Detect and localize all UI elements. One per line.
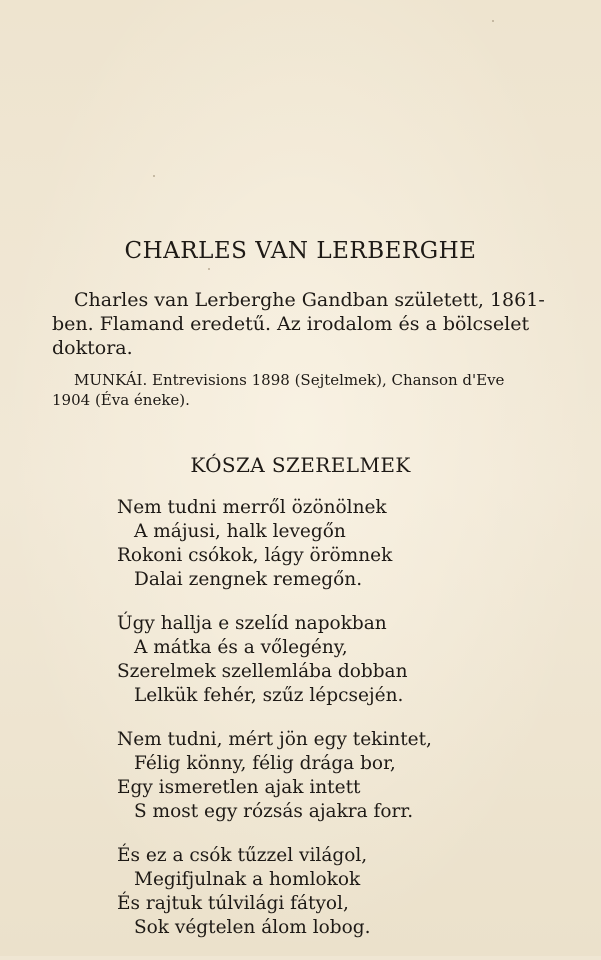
poem-verse: Megifjulnak a homlokok xyxy=(134,869,361,890)
poem-verse: Egy ismeretlen ajak intett xyxy=(117,777,361,798)
biography-line: doktora. xyxy=(52,337,133,359)
poem-stanza xyxy=(117,728,497,824)
poem-verse: Lelkük fehér, szűz lépcsején. xyxy=(134,685,404,706)
biography-paragraph xyxy=(52,288,570,360)
paper-speck xyxy=(208,268,210,270)
biography-line: ben. Flamand eredetű. Az irodalom és a bölcselet xyxy=(52,313,530,335)
poem-verse: És rajtuk túlvilági fátyol, xyxy=(117,893,349,914)
poem-verse: Szerelmek szellemlába dobban xyxy=(117,661,408,682)
poem-verse: A májusi, halk levegőn xyxy=(134,521,346,542)
paper-speck xyxy=(153,175,155,177)
biography-line: Charles van Lerberghe Gandban született, 1861- xyxy=(74,289,545,311)
poem-verse: Dalai zengnek remegőn. xyxy=(134,569,363,590)
poem-title: KÓSZA SZERELMEK xyxy=(190,453,411,477)
poem-stanza xyxy=(117,496,497,592)
poem-body xyxy=(117,496,497,960)
poem-verse: A mátka és a vőlegény, xyxy=(134,637,348,658)
poem-verse: Nem tudni merről özönölnek xyxy=(117,497,387,518)
poem-stanza xyxy=(117,844,497,940)
poem-verse: És ez a csók tűzzel világol, xyxy=(117,845,368,866)
works-line: 1904 (Éva éneke). xyxy=(52,391,190,409)
poem-verse: S most egy rózsás ajakra forr. xyxy=(134,801,414,822)
works-paragraph xyxy=(52,370,570,410)
poem-verse: Félig könny, félig drága bor, xyxy=(134,753,396,774)
poem-verse: Nem tudni, mért jön egy tekintet, xyxy=(117,729,432,750)
author-heading: CHARLES VAN LERBERGHE xyxy=(124,238,477,264)
poem-verse: Sok végtelen álom lobog. xyxy=(134,917,371,938)
poem-verse: Úgy hallja e szelíd napokban xyxy=(117,613,387,634)
poem-verse: Rokoni csókok, lágy örömnek xyxy=(117,545,393,566)
poem-stanza xyxy=(117,612,497,708)
paper-speck xyxy=(492,20,494,22)
works-line: MUNKÁI. Entrevisions 1898 (Sejtelmek), Chanson d'Eve xyxy=(74,371,505,389)
